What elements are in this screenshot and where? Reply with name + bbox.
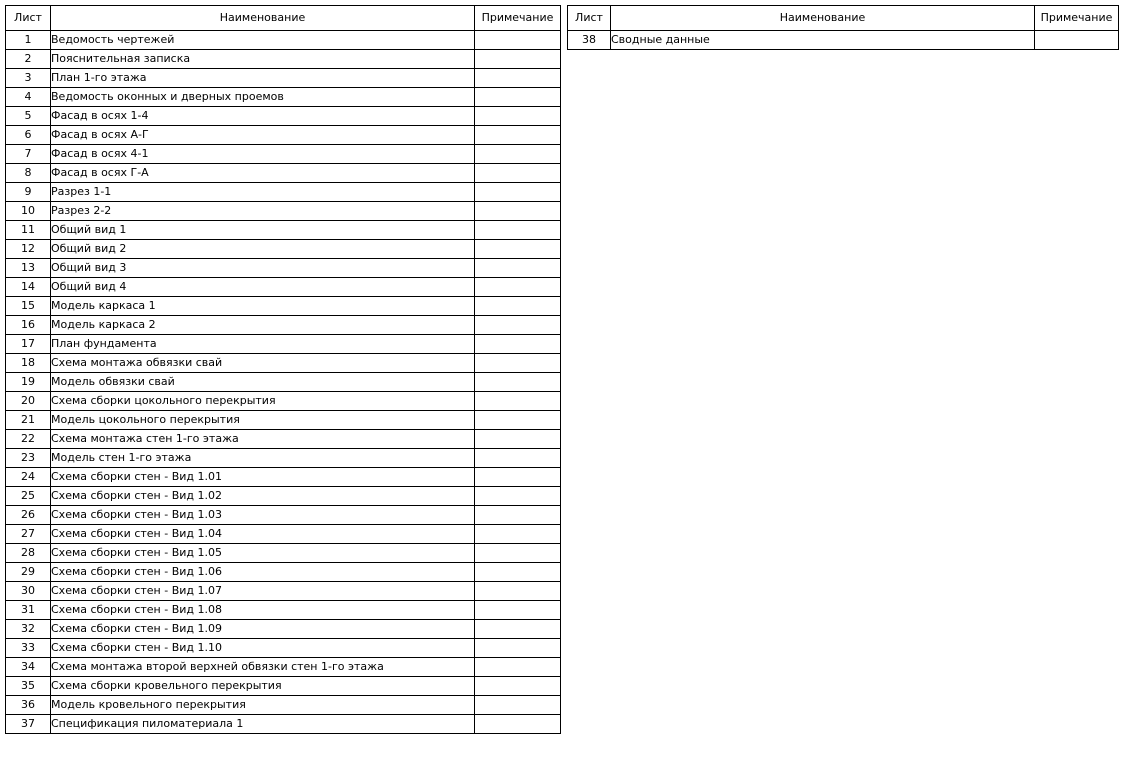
cell-name: Сводные данные (611, 31, 1035, 50)
cell-note (475, 544, 561, 563)
table-header-row (568, 6, 1119, 31)
cell-sheet-number: 1 (6, 31, 51, 50)
cell-sheet-number: 22 (6, 430, 51, 449)
cell-name: Разрез 1-1 (51, 183, 475, 202)
cell-sheet-number: 37 (6, 715, 51, 734)
cell-name: Схема сборки стен - Вид 1.02 (51, 487, 475, 506)
cell-note (475, 183, 561, 202)
cell-name: Модель кровельного перекрытия (51, 696, 475, 715)
table-row (6, 449, 561, 468)
table-row (6, 278, 561, 297)
cell-name: План 1-го этажа (51, 69, 475, 88)
cell-note (475, 582, 561, 601)
cell-name: Модель каркаса 2 (51, 316, 475, 335)
cell-sheet-number: 27 (6, 525, 51, 544)
cell-name: Схема монтажа второй верхней обвязки стен 1-го этажа (51, 658, 475, 677)
cell-sheet-number: 23 (6, 449, 51, 468)
header-name: Наименование (51, 6, 475, 31)
cell-name: Схема монтажа обвязки свай (51, 354, 475, 373)
table-row (6, 715, 561, 734)
cell-sheet-number: 21 (6, 411, 51, 430)
cell-sheet-number: 36 (6, 696, 51, 715)
table-row (6, 601, 561, 620)
cell-name: Схема сборки стен - Вид 1.06 (51, 563, 475, 582)
cell-note (475, 487, 561, 506)
cell-name: Модель стен 1-го этажа (51, 449, 475, 468)
header-sheet: Лист (6, 6, 51, 31)
cell-note (475, 563, 561, 582)
cell-note (475, 126, 561, 145)
table-row (6, 639, 561, 658)
table-body (6, 31, 561, 734)
table-row (6, 126, 561, 145)
cell-name: Фасад в осях 4-1 (51, 145, 475, 164)
cell-note (475, 449, 561, 468)
cell-note (475, 620, 561, 639)
table-row (6, 563, 561, 582)
cell-name: Фасад в осях Г-А (51, 164, 475, 183)
table-row (6, 88, 561, 107)
table-row (6, 373, 561, 392)
cell-note (475, 354, 561, 373)
table-row (6, 506, 561, 525)
cell-name: Модель каркаса 1 (51, 297, 475, 316)
cell-name: Схема сборки стен - Вид 1.09 (51, 620, 475, 639)
table-row (6, 316, 561, 335)
cell-sheet-number: 16 (6, 316, 51, 335)
cell-name: Ведомость оконных и дверных проемов (51, 88, 475, 107)
cell-note (475, 278, 561, 297)
cell-name: Спецификация пиломатериала 1 (51, 715, 475, 734)
cell-note (475, 297, 561, 316)
cell-sheet-number: 25 (6, 487, 51, 506)
table-row (6, 696, 561, 715)
table-row (6, 354, 561, 373)
cell-note (475, 202, 561, 221)
cell-name: Схема сборки цокольного перекрытия (51, 392, 475, 411)
cell-sheet-number: 30 (6, 582, 51, 601)
cell-note (1035, 31, 1119, 50)
cell-sheet-number: 10 (6, 202, 51, 221)
cell-sheet-number: 12 (6, 240, 51, 259)
cell-sheet-number: 9 (6, 183, 51, 202)
cell-note (475, 601, 561, 620)
table-row (6, 183, 561, 202)
table-row (6, 145, 561, 164)
cell-note (475, 392, 561, 411)
table-row (6, 411, 561, 430)
cell-note (475, 107, 561, 126)
cell-note (475, 164, 561, 183)
cell-sheet-number: 14 (6, 278, 51, 297)
cell-name: Общий вид 4 (51, 278, 475, 297)
cell-name: Общий вид 1 (51, 221, 475, 240)
cell-name: Схема сборки стен - Вид 1.04 (51, 525, 475, 544)
table-row (6, 297, 561, 316)
drawing-list-table-left (5, 5, 561, 734)
table-row (568, 31, 1119, 50)
cell-note (475, 335, 561, 354)
table-row (6, 487, 561, 506)
cell-name: Фасад в осях 1-4 (51, 107, 475, 126)
cell-name: Фасад в осях А-Г (51, 126, 475, 145)
cell-note (475, 639, 561, 658)
table-row (6, 69, 561, 88)
cell-sheet-number: 2 (6, 50, 51, 69)
cell-note (475, 69, 561, 88)
cell-sheet-number: 5 (6, 107, 51, 126)
cell-sheet-number: 35 (6, 677, 51, 696)
cell-sheet-number: 6 (6, 126, 51, 145)
header-note: Примечание (475, 6, 561, 31)
cell-note (475, 145, 561, 164)
cell-note (475, 88, 561, 107)
cell-sheet-number: 11 (6, 221, 51, 240)
table-row (6, 525, 561, 544)
cell-name: Схема сборки стен - Вид 1.10 (51, 639, 475, 658)
table-row (6, 430, 561, 449)
table-row (6, 658, 561, 677)
table-row (6, 620, 561, 639)
cell-note (475, 411, 561, 430)
table-row (6, 677, 561, 696)
cell-name: Общий вид 3 (51, 259, 475, 278)
cell-sheet-number: 4 (6, 88, 51, 107)
cell-note (475, 316, 561, 335)
cell-name: Разрез 2-2 (51, 202, 475, 221)
cell-name: Схема сборки стен - Вид 1.08 (51, 601, 475, 620)
cell-note (475, 430, 561, 449)
cell-note (475, 373, 561, 392)
cell-sheet-number: 24 (6, 468, 51, 487)
cell-sheet-number: 17 (6, 335, 51, 354)
cell-sheet-number: 28 (6, 544, 51, 563)
table-row (6, 240, 561, 259)
cell-note (475, 468, 561, 487)
cell-name: Схема сборки стен - Вид 1.05 (51, 544, 475, 563)
cell-sheet-number: 26 (6, 506, 51, 525)
cell-sheet-number: 8 (6, 164, 51, 183)
table-row (6, 259, 561, 278)
cell-note (475, 696, 561, 715)
table-row (6, 50, 561, 69)
cell-name: Ведомость чертежей (51, 31, 475, 50)
table-row (6, 107, 561, 126)
cell-note (475, 658, 561, 677)
cell-sheet-number: 15 (6, 297, 51, 316)
table-row (6, 544, 561, 563)
table-body (568, 31, 1119, 50)
cell-note (475, 50, 561, 69)
table-row (6, 335, 561, 354)
cell-name: Схема сборки кровельного перекрытия (51, 677, 475, 696)
cell-note (475, 259, 561, 278)
cell-sheet-number: 38 (568, 31, 611, 50)
cell-sheet-number: 31 (6, 601, 51, 620)
header-sheet: Лист (568, 6, 611, 31)
cell-sheet-number: 32 (6, 620, 51, 639)
table-row (6, 582, 561, 601)
cell-name: Схема монтажа стен 1-го этажа (51, 430, 475, 449)
cell-name: План фундамента (51, 335, 475, 354)
cell-name: Схема сборки стен - Вид 1.03 (51, 506, 475, 525)
cell-note (475, 525, 561, 544)
cell-note (475, 677, 561, 696)
header-note: Примечание (1035, 6, 1119, 31)
cell-name: Пояснительная записка (51, 50, 475, 69)
table-row (6, 221, 561, 240)
table-row (6, 31, 561, 50)
cell-sheet-number: 7 (6, 145, 51, 164)
cell-sheet-number: 29 (6, 563, 51, 582)
table-row (6, 468, 561, 487)
cell-note (475, 506, 561, 525)
cell-sheet-number: 20 (6, 392, 51, 411)
cell-sheet-number: 19 (6, 373, 51, 392)
table-row (6, 202, 561, 221)
drawing-list-table-right (567, 5, 1119, 50)
cell-note (475, 221, 561, 240)
cell-name: Модель цокольного перекрытия (51, 411, 475, 430)
cell-sheet-number: 18 (6, 354, 51, 373)
cell-name: Модель обвязки свай (51, 373, 475, 392)
cell-sheet-number: 13 (6, 259, 51, 278)
cell-name: Общий вид 2 (51, 240, 475, 259)
cell-note (475, 715, 561, 734)
cell-note (475, 240, 561, 259)
table-header-row (6, 6, 561, 31)
cell-name: Схема сборки стен - Вид 1.01 (51, 468, 475, 487)
table-row (6, 164, 561, 183)
header-name: Наименование (611, 6, 1035, 31)
cell-sheet-number: 34 (6, 658, 51, 677)
cell-sheet-number: 33 (6, 639, 51, 658)
table-row (6, 392, 561, 411)
cell-note (475, 31, 561, 50)
cell-sheet-number: 3 (6, 69, 51, 88)
cell-name: Схема сборки стен - Вид 1.07 (51, 582, 475, 601)
